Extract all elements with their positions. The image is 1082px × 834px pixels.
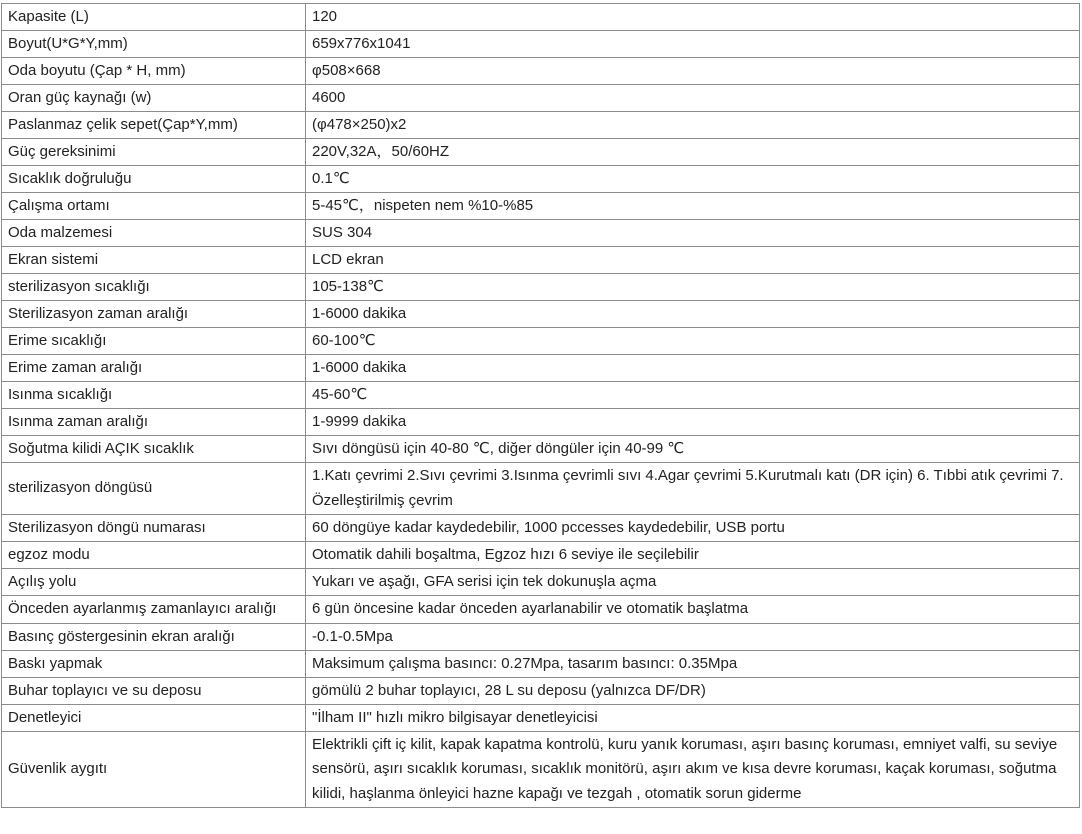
row-label: Isınma zaman aralığı	[2, 409, 306, 436]
row-value: LCD ekran	[306, 247, 1080, 274]
table-row	[2, 4, 1080, 31]
row-value: 5-45℃，nispeten nem %10-%85	[306, 193, 1080, 220]
row-label: Erime sıcaklığı	[2, 328, 306, 355]
table-row	[2, 623, 1080, 650]
table-row	[2, 301, 1080, 328]
row-value: "İlham II" hızlı mikro bilgisayar denetleyicisi	[306, 704, 1080, 731]
row-label: Baskı yapmak	[2, 650, 306, 677]
row-label: Çalışma ortamı	[2, 193, 306, 220]
table-row	[2, 247, 1080, 274]
row-value: Maksimum çalışma basıncı: 0.27Mpa, tasarım basıncı: 0.35Mpa	[306, 650, 1080, 677]
table-row	[2, 382, 1080, 409]
row-label: Soğutma kilidi AÇIK sıcaklık	[2, 436, 306, 463]
table-row	[2, 193, 1080, 220]
table-row	[2, 112, 1080, 139]
spec-table-body	[2, 4, 1080, 808]
table-row	[2, 569, 1080, 596]
row-value: Yukarı ve aşağı, GFA serisi için tek dokunuşla açma	[306, 569, 1080, 596]
table-row	[2, 328, 1080, 355]
row-value: gömülü 2 buhar toplayıcı, 28 L su deposu (yalnızca DF/DR)	[306, 677, 1080, 704]
spec-table	[1, 3, 1080, 808]
table-row	[2, 409, 1080, 436]
table-row	[2, 355, 1080, 382]
row-value: SUS 304	[306, 220, 1080, 247]
row-value: Sıvı döngüsü için 40-80 ℃, diğer döngüler için 40-99 ℃	[306, 436, 1080, 463]
table-row	[2, 677, 1080, 704]
row-label: Erime zaman aralığı	[2, 355, 306, 382]
row-value: 45-60℃	[306, 382, 1080, 409]
row-value: 60-100℃	[306, 328, 1080, 355]
row-value: 120	[306, 4, 1080, 31]
row-label: Ekran sistemi	[2, 247, 306, 274]
row-label: Boyut(U*G*Y,mm)	[2, 31, 306, 58]
table-row	[2, 166, 1080, 193]
row-value: Otomatik dahili boşaltma, Egzoz hızı 6 seviye ile seçilebilir	[306, 542, 1080, 569]
row-value: 1.Katı çevrimi 2.Sıvı çevrimi 3.Isınma çevrimli sıvı 4.Agar çevrimi 5.Kurutmalı katı (DR için) 6. Tıbbi atık çevrimi 7. Özelleştirilmiş çevrim	[306, 463, 1080, 515]
row-value: 1-6000 dakika	[306, 301, 1080, 328]
row-label: Isınma sıcaklığı	[2, 382, 306, 409]
row-label: Önceden ayarlanmış zamanlayıcı aralığı	[2, 596, 306, 624]
row-value: 60 döngüye kadar kaydedebilir, 1000 pccesses kaydedebilir, USB portu	[306, 515, 1080, 542]
row-label: Sterilizasyon zaman aralığı	[2, 301, 306, 328]
row-label: Güç gereksinimi	[2, 139, 306, 166]
table-row	[2, 731, 1080, 808]
table-row	[2, 85, 1080, 112]
row-label: Denetleyici	[2, 704, 306, 731]
row-value: 105-138℃	[306, 274, 1080, 301]
table-row	[2, 463, 1080, 515]
row-label: Buhar toplayıcı ve su deposu	[2, 677, 306, 704]
row-label: Kapasite (L)	[2, 4, 306, 31]
row-label: egzoz modu	[2, 542, 306, 569]
row-value: 220V,32A，50/60HZ	[306, 139, 1080, 166]
row-value: -0.1-0.5Mpa	[306, 623, 1080, 650]
table-row	[2, 31, 1080, 58]
row-label: Güvenlik aygıtı	[2, 731, 306, 808]
table-row	[2, 596, 1080, 624]
row-value: 1-6000 dakika	[306, 355, 1080, 382]
row-value: 1-9999 dakika	[306, 409, 1080, 436]
row-value: φ508×668	[306, 58, 1080, 85]
table-row	[2, 220, 1080, 247]
table-row	[2, 139, 1080, 166]
row-label: Basınç göstergesinin ekran aralığı	[2, 623, 306, 650]
row-label: sterilizasyon döngüsü	[2, 463, 306, 515]
row-label: Oran güç kaynağı (w)	[2, 85, 306, 112]
table-row	[2, 650, 1080, 677]
row-label: Sıcaklık doğruluğu	[2, 166, 306, 193]
row-value: 659x776x1041	[306, 31, 1080, 58]
row-label: Sterilizasyon döngü numarası	[2, 515, 306, 542]
table-row	[2, 542, 1080, 569]
table-row	[2, 58, 1080, 85]
row-label: Oda malzemesi	[2, 220, 306, 247]
table-row	[2, 515, 1080, 542]
table-row	[2, 436, 1080, 463]
row-value: 0.1℃	[306, 166, 1080, 193]
row-value: Elektrikli çift iç kilit, kapak kapatma kontrolü, kuru yanık koruması, aşırı basınç koruması, emniyet valfi, su seviye sensörü, aşırı sıcaklık koruması, sıcaklık monitörü, aşırı akım ve kısa devre koruması, kaçak koruması, soğutma kilidi, haşlanma önleyici hazne kapağı ve tezgah , otomatik sorun giderme	[306, 731, 1080, 808]
row-value: (φ478×250)x2	[306, 112, 1080, 139]
row-value: 6 gün öncesine kadar önceden ayarlanabilir ve otomatik başlatma	[306, 596, 1080, 624]
row-label: Paslanmaz çelik sepet(Çap*Y,mm)	[2, 112, 306, 139]
table-row	[2, 704, 1080, 731]
row-label: Açılış yolu	[2, 569, 306, 596]
table-row	[2, 274, 1080, 301]
row-value: 4600	[306, 85, 1080, 112]
row-label: Oda boyutu (Çap * H, mm)	[2, 58, 306, 85]
row-label: sterilizasyon sıcaklığı	[2, 274, 306, 301]
